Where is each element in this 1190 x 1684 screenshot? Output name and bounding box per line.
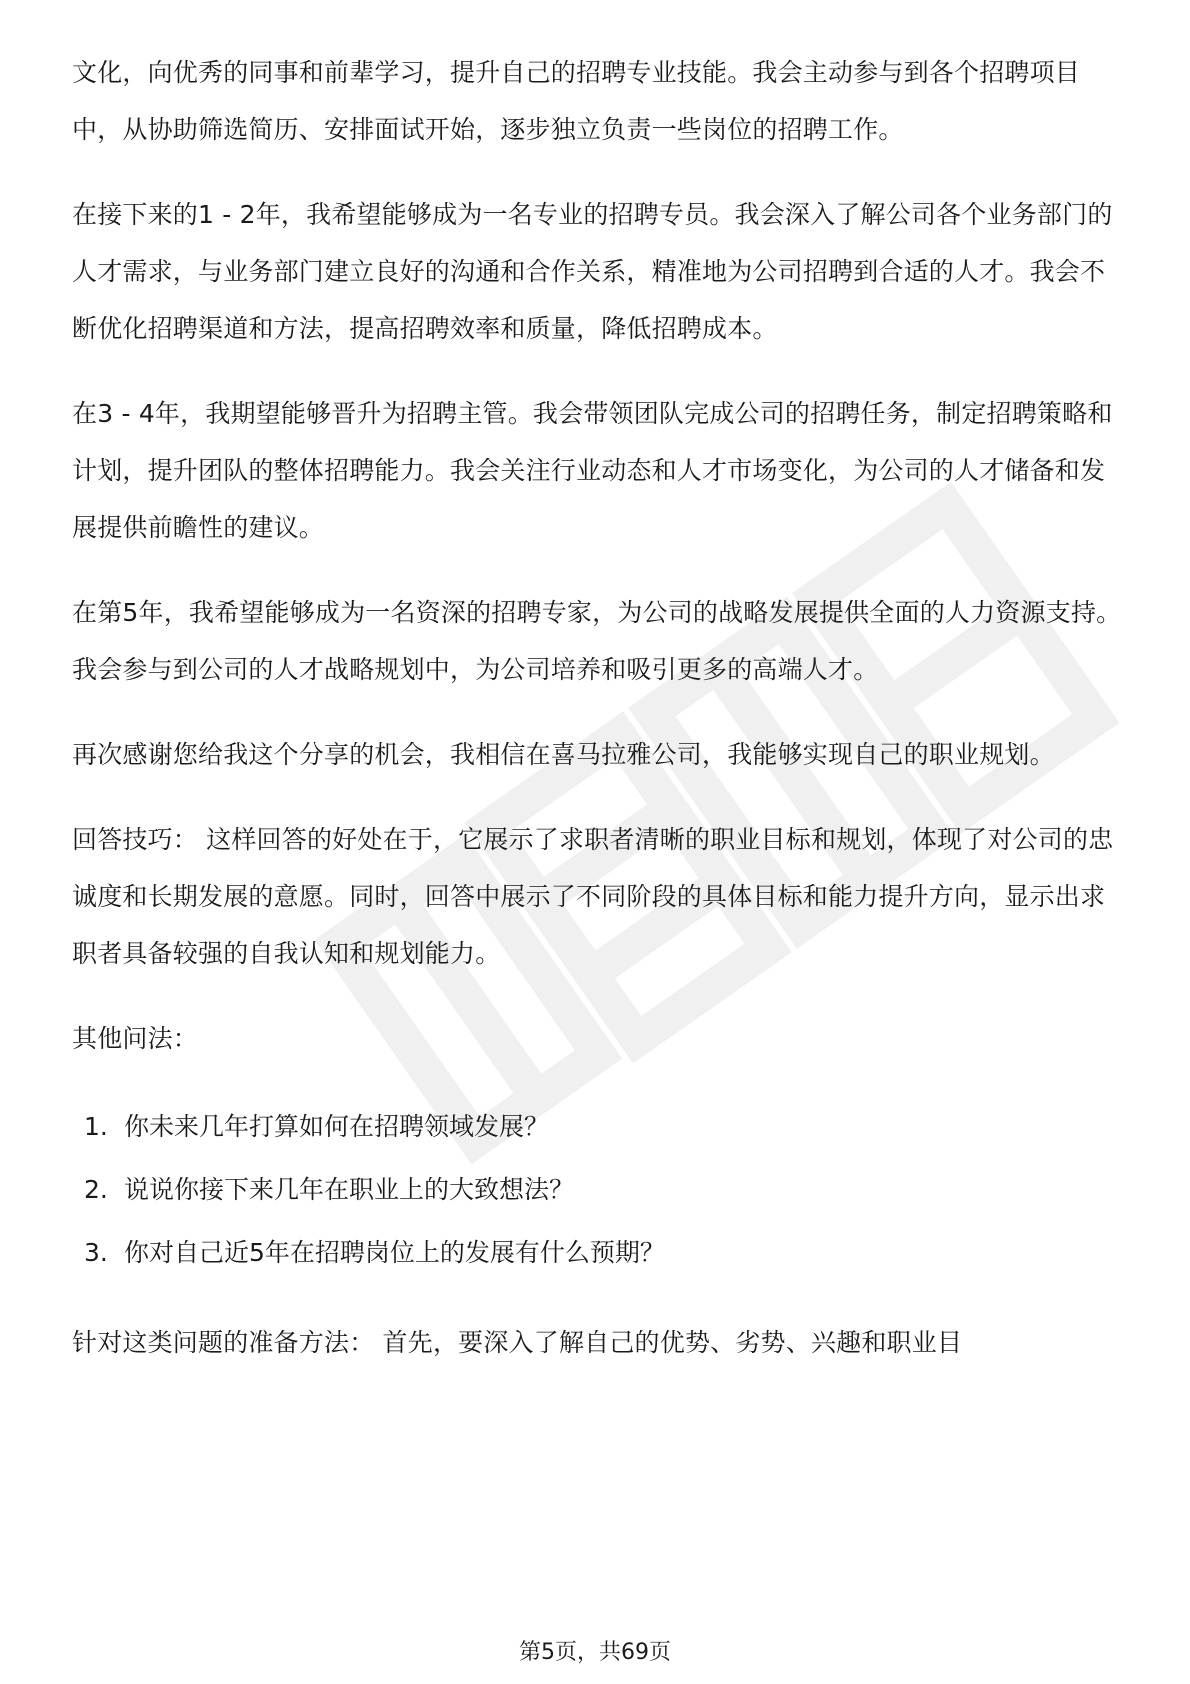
paragraph-continuation: 文化，向优秀的同事和前辈学习，提升自己的招聘专业技能。我会主动参与到各个招聘项目中，从协助筛选简历、安排面试开始，逐步独立负责一些岗位的招聘工作。 [72, 58, 1081, 144]
paragraph-year-5: 在第5年，我希望能够成为一名资深的招聘专家，为公司的战略发展提供全面的人力资源支持。我会参与到公司的人才战略规划中，为公司培养和吸引更多的高端人才。 [72, 598, 1122, 684]
paragraph-preparation-method: 针对这类问题的准备方法： 首先，要深入了解自己的优势、劣势、兴趣和职业目 [72, 1328, 963, 1357]
page-number: 第5页，共69页 [519, 1640, 671, 1665]
list-item-text: 说说你接下来几年在职业上的大致想法？ [124, 1175, 575, 1204]
paragraph-thanks: 再次感谢您给我这个分享的机会，我相信在喜马拉雅公司，我能够实现自己的职业规划。 [72, 740, 1055, 769]
list-item [72, 1158, 1122, 1221]
paragraph-year-3-4: 在3 - 4年，我期望能够晋升为招聘主管。我会带领团队完成公司的招聘任务，制定招聘策略和计划，提升团队的整体招聘能力。我会关注行业动态和人才市场变化，为公司的人才储备和发展提供前瞻性的建议。 [72, 399, 1113, 542]
paragraph-answer-tips: 回答技巧： 这样回答的好处在于，它展示了求职者清晰的职业目标和规划，体现了对公司的忠诚度和长期发展的意愿。同时，回答中展示了不同阶段的具体目标和能力提升方向，显示出求职者具备较强的自我认知和规划能力。 [72, 825, 1114, 968]
list-item-number: 2. [84, 1175, 108, 1204]
list-item-text: 你未来几年打算如何在招聘领域发展？ [124, 1112, 550, 1141]
paragraph-other-questions-heading: 其他问法： [72, 1024, 199, 1053]
list-item-number: 3. [84, 1238, 108, 1267]
list-item-text: 你对自己近5年在招聘岗位上的发展有什么预期？ [124, 1238, 665, 1267]
list-item-number: 1. [84, 1112, 108, 1141]
list-item [72, 1095, 1122, 1158]
other-questions-list [72, 1095, 1122, 1284]
document-body [72, 44, 1122, 1399]
list-item [72, 1221, 1122, 1284]
paragraph-year-1-2: 在接下来的1 - 2年，我希望能够成为一名专业的招聘专员。我会深入了解公司各个业务部门的人才需求，与业务部门建立良好的沟通和合作关系，精准地为公司招聘到合适的人才。我会不断优化招聘渠道和方法，提高招聘效率和质量，降低招聘成本。 [72, 200, 1113, 343]
